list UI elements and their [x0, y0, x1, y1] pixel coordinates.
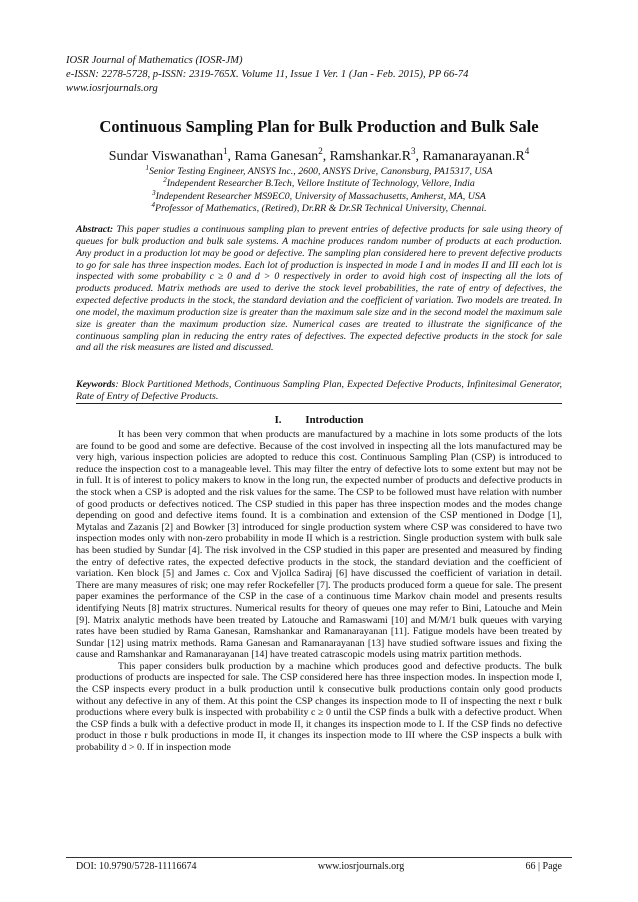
affiliation-mark: 1: [145, 164, 149, 172]
affiliation-mark: 2: [163, 176, 167, 185]
author-name: Rama Ganesan: [234, 149, 319, 164]
keywords: [76, 379, 562, 403]
footer-doi: DOI: 10.9790/5728-11116674: [76, 861, 197, 872]
author-separator: ,: [227, 149, 235, 164]
body-text: [76, 429, 562, 754]
paragraph: It has been very common that when products are manufactured by a machine in lots some products of the lots are found to be good and some are defective. Because of the cost involved in inspecting all the lots manufactured may be very high, various inspection policies are adopted to reduce this cost. Continuous Sampling Plan (CSP) is introduced to reduce the inspection cost to a manageable level. This may filter the entry of defective lots to some extent but may not be in full. It is of interest to policy makers to know in the long run, the expected number of products and defective products in the stock when a CSP is adopted and the risk values for the same. The CSP to be followed must have relation with number of good products or defectives noticed. The CSP studied in this paper has three inspection modes and the modes change depending on good and defective items found. It is a combination and extension of the CSP mentioned in Dodge [1], Mytalas and Zazanis [2] and Bowker [3] introduced for single production system where CSP was considered to have two inspection modes only with non-zero probability in mode II which is a restriction. Single production system with bulk sale has been studied by Sundar [4]. The risk involved in the CSP studied in this paper are presented and measured by finding the entry of defective rates, the expected defective products in the stock, the standard deviation and the coefficient of variation. Ken block [5] and James c. Cox and Vjollca Sadiraj [6] have discussed the coefficient of variation in detail. There are many measures of risk; one may refer Rockefeller [7]. The products produced form a queue for sale. The present paper examines the performance of the CSP in the case of a continuous time Markov chain model and presents results identifying Neuts [8] matrix structures. Numerical results for theory of queues one may refer to Bini, Latouche and Mein [9]. Matrix analytic methods have been treated by Latouche and Ramaswami [10] and M/M/1 bulk queues with varying rates have been studied by Rama Ganesan, Ramshankar and Ramanarayanan [11]. Fatigue models have been treated by Sundar [12] using matrix methods. Rama Ganesan and Ramanarayanan [13] have studied software issues and fixing the cause and Ramshankar and Ramanarayanan [14] have treated catrascopic models using matrix partition methods.: [76, 429, 562, 661]
section-number: I.: [274, 414, 282, 426]
paragraph: This paper considers bulk production by a machine which produces good and defective products. The bulk productions of products are inspected for sale. The CSP considered here has three inspection modes. In inspection mode I, the CSP inspects every product in a bulk production until k consecutive bulk productions contain only good products without any defective in any of them. At this point the CSP changes its inspection mode to II of inspecting the next r bulk productions where every bulk is inspected with probability c ≥ 0 until the CSP finds a bulk with a defective product. When the CSP finds a bulk with a defective product in mode II, it changes its inspection mode to I. If the CSP finds no defective product in those r bulk productions in mode II, it changes its inspection mode to III where the CSP inspects a bulk with probability d > 0. If in inspection mode: [76, 660, 562, 754]
author-list: [66, 148, 572, 166]
page-footer: [76, 860, 562, 873]
author-separator: ,: [322, 149, 330, 164]
author-affiliation-mark: 1: [223, 146, 228, 156]
abstract-divider: [76, 403, 562, 404]
journal-header: [66, 54, 576, 95]
affiliation: $^3$Independent Researcher MS9EC0, University of Massachusetts, Amherst, MA, USA: [152, 188, 486, 202]
abstract-label: Abstract:: [76, 224, 114, 235]
keywords-text: : Block Partitioned Methods, Continuous Sampling Plan, Expected Defective Products, Infinitesimal Generator, Rate of Entry of Defective Products.: [76, 379, 562, 403]
author-affiliation-mark: 2: [318, 146, 323, 156]
affiliation: $^4$Professor of Mathematics, (Retired), Dr.RR & Dr.SR Technical University, Chennai.: [151, 200, 487, 214]
affiliation-mark: 3: [152, 188, 156, 197]
footer-divider: [66, 857, 572, 858]
affiliation: $^2$Independent Researcher B.Tech, Vellore Institute of Technology, Vellore, India: [163, 176, 475, 190]
affiliation: $^1$Senior Testing Engineer, ANSYS Inc., 2600, ANSYS Drive, Canonsburg, PA15317, USA: [145, 164, 493, 177]
affiliation-mark: 4: [151, 200, 155, 209]
section-title: Introduction: [305, 414, 364, 426]
author-name: Sundar Viswanathan: [108, 149, 224, 164]
journal-issn: e-ISSN: 2278-5728, p-ISSN: 2319-765X. Volume 11, Issue 1 Ver. 1 (Jan - Feb. 2015), PP 66-74: [66, 68, 469, 80]
author-separator: ,: [415, 149, 423, 164]
affiliation-list: [66, 166, 572, 215]
section-heading: [66, 414, 572, 427]
abstract: [76, 224, 562, 354]
journal-website: www.iosrjournals.org: [66, 82, 158, 94]
footer-page-number: 66 | Page: [525, 861, 562, 872]
author-affiliation-mark: 4: [524, 146, 530, 156]
author-name: Ramshankar.R: [329, 149, 412, 164]
author-name: Ramanarayanan.R: [422, 149, 525, 164]
journal-name: IOSR Journal of Mathematics (IOSR-JM): [66, 55, 243, 66]
keywords-label: Keywords: [76, 379, 116, 390]
paper-title: Continuous Sampling Plan for Bulk Production and Bulk Sale: [99, 117, 539, 136]
abstract-text: This paper studies a continuous sampling plan to prevent entries of defective products for sale using theory of queues for bulk production and bulk sale systems. A machine produces random number of products at each production. Any product in a production lot may be good or defective. The sampling plan considered here to prevent defective products to go for sale has three inspection modes. Each lot of production is inspected in mode I and in modes II and III each lot is inspected with some probability c ≥ 0 and d > 0 respectively in order to avoid high cost of inspecting all the lots of products produced. Matrix methods are used to derive the stock level probabilities, the rate of entry of defectives, the expected defective products in the stock, the standard deviation and the coefficient of variation. Two models are treated. In one model, the maximum production size is greater than the maximum sale size and in the second model the maximum sale size is greater than the maximum production size. Numerical cases are treated to illustrate the significance of the continuous sampling plan in reducing the entry rates of defectives. The expected defective products in the stock for sale and all the risk measures are listed and discussed.: [76, 224, 563, 354]
footer-website: www.iosrjournals.org: [317, 861, 405, 872]
author-affiliation-mark: 3: [411, 146, 416, 156]
